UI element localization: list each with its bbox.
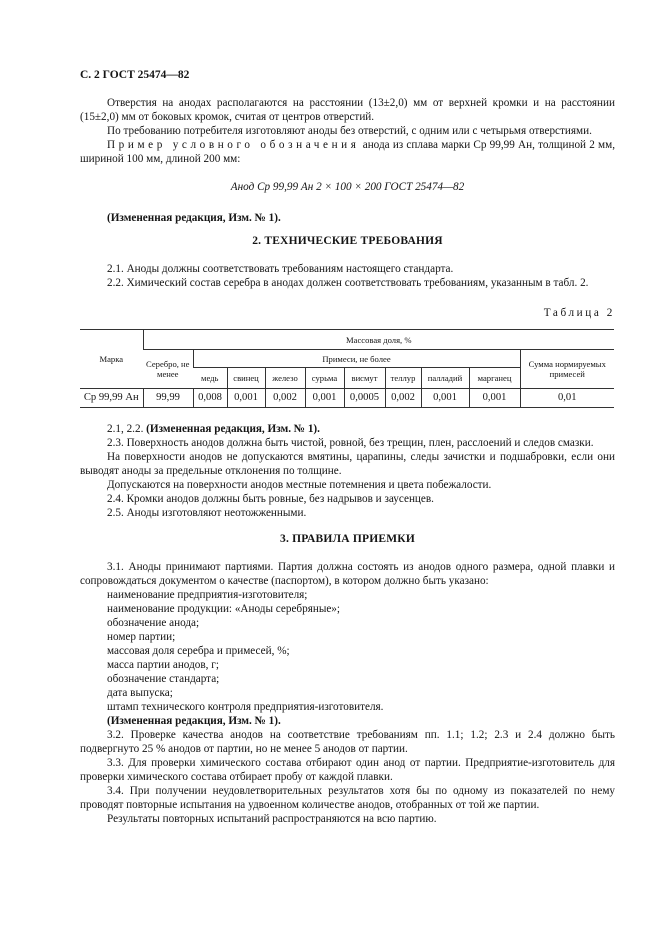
- amendment-clauses: 2.1, 2.2.: [107, 423, 144, 435]
- cell-palladium: 0,001: [421, 389, 469, 408]
- cell-impurity-sum: 0,01: [520, 389, 614, 408]
- paragraph-holes: Отверстия на анодах располагаются на расстоянии (13±2,0) мм от верхней кромки и на расстоянии (15±2,0) мм от боковых кромок, считая от центров отверстий.: [80, 97, 615, 123]
- list-item: номер партии;: [107, 631, 176, 643]
- clause-2-3: 2.3. Поверхность анодов должна быть чистой, ровной, без трещин, плен, расслоений и следов смазки.: [107, 437, 594, 449]
- table-row: [80, 389, 614, 408]
- clause-2-2: 2.2. Химический состав серебра в анодах должен соответствовать требованиям, указанным в табл. 2.: [107, 277, 589, 289]
- header-copper: медь: [193, 368, 227, 389]
- clause-2-4: 2.4. Кромки анодов должны быть ровные, без надрывов и заусенцев.: [107, 493, 434, 505]
- paragraph-customer-request: По требованию потребителя изготовляют аноды без отверстий, с одним или с четырьмя отверстиями.: [107, 125, 592, 137]
- cell-silver: 99,99: [143, 389, 193, 408]
- list-item: массовая доля серебра и примесей, %;: [107, 645, 290, 657]
- clause-3-2: 3.2. Проверке качества анодов на соответствие требованиям пп. 1.1; 1.2; 2.3 и 2.4 должно быть подвергнуто 25 % анодов от партии, но не менее 5 анодов от партии.: [80, 729, 615, 755]
- clause-3-4: 3.4. При получении неудовлетворительных результатов хотя бы по одному из показателей по нему проводят повторные испытания на удвоенном количестве анодов, отобранных от той же партии.: [80, 785, 615, 811]
- clause-3-4-retest: Результаты повторных испытаний распространяются на всю партию.: [107, 813, 437, 825]
- header-antimony: сурьма: [305, 368, 344, 389]
- header-bismuth: висмут: [344, 368, 385, 389]
- header-lead: свинец: [227, 368, 265, 389]
- list-item: наименование предприятия-изготовителя;: [107, 589, 308, 601]
- amendment-text: (Измененная редакция, Изм. № 1).: [146, 423, 320, 435]
- header-iron: железо: [265, 368, 305, 389]
- clause-2-5: 2.5. Аноды изготовляют неотожженными.: [107, 507, 307, 519]
- page-content: [80, 96, 615, 826]
- header-impurity-sum: Сумма нормируемых примесей: [520, 350, 614, 389]
- amendment-note-1: (Измененная редакция, Изм. № 1).: [107, 212, 281, 224]
- amendment-note-2: [80, 422, 615, 436]
- clause-3-3: 3.3. Для проверки химического состава отбирают один анод от партии. Предприятие-изготовитель для проверки химического состава отбирает пробу от каждой плавки.: [80, 757, 615, 783]
- table-caption: Таблица 2: [543, 307, 615, 319]
- designation-formula: Анод Ср 99,99 Ан 2 × 100 × 200 ГОСТ 25474—82: [230, 181, 465, 193]
- cell-manganese: 0,001: [469, 389, 520, 408]
- list-item: обозначение стандарта;: [107, 673, 220, 685]
- header-manganese: марганец: [469, 368, 520, 389]
- clause-3-1: 3.1. Аноды принимают партиями. Партия должна состоять из анодов одного размера, одной плавки и сопровождаться документом о качестве (паспортом), в котором должно быть указано:: [80, 561, 615, 587]
- cell-copper: 0,008: [193, 389, 227, 408]
- clause-2-1: 2.1. Аноды должны соответствовать требованиям настоящего стандарта.: [107, 263, 454, 275]
- page-header: С. 2 ГОСТ 25474—82: [80, 69, 190, 81]
- cell-iron: 0,002: [265, 389, 305, 408]
- header-grade: Марка: [80, 330, 143, 389]
- header-palladium: палладий: [421, 368, 469, 389]
- list-item: обозначение анода;: [107, 617, 200, 629]
- list-item: дата выпуска;: [107, 687, 173, 699]
- example-label: Пример условного обозначения: [107, 139, 360, 151]
- list-item: наименование продукции: «Аноды серебряные»;: [107, 603, 341, 615]
- section-2-title: 2. ТЕХНИЧЕСКИЕ ТРЕБОВАНИЯ: [252, 235, 443, 247]
- paragraph-designation-example: [80, 138, 615, 166]
- header-impurities: Примеси, не более: [193, 350, 520, 368]
- cell-grade: Ср 99,99 Ан: [80, 389, 143, 408]
- header-mass-fraction: Массовая доля, %: [143, 330, 614, 350]
- header-tellurium: теллур: [385, 368, 421, 389]
- list-item: масса партии анодов, г;: [107, 659, 219, 671]
- cell-bismuth: 0,0005: [344, 389, 385, 408]
- list-item: штамп технического контроля предприятия-изготовителя.: [107, 701, 384, 713]
- header-silver: Серебро, не менее: [143, 350, 193, 389]
- cell-antimony: 0,001: [305, 389, 344, 408]
- cell-lead: 0,001: [227, 389, 265, 408]
- chemical-composition-table: [80, 329, 614, 408]
- section-3-title: 3. ПРАВИЛА ПРИЕМКИ: [280, 533, 415, 545]
- clause-2-3-dents: На поверхности анодов не допускаются вмятины, царапины, следы зачистки и подшабровки, если они выводят аноды за предельные отклонения по толщине.: [80, 451, 615, 477]
- amendment-note-3: (Измененная редакция, Изм. № 1).: [107, 715, 281, 727]
- clause-2-3-tarnish: Допускаются на поверхности анодов местные потемнения и цвета побежалости.: [107, 479, 492, 491]
- example-text: анода из сплава марки Ср 99,99 Ан, толщиной 2 мм, шириной 100 мм, длиной 200 мм:: [80, 139, 615, 165]
- cell-tellurium: 0,002: [385, 389, 421, 408]
